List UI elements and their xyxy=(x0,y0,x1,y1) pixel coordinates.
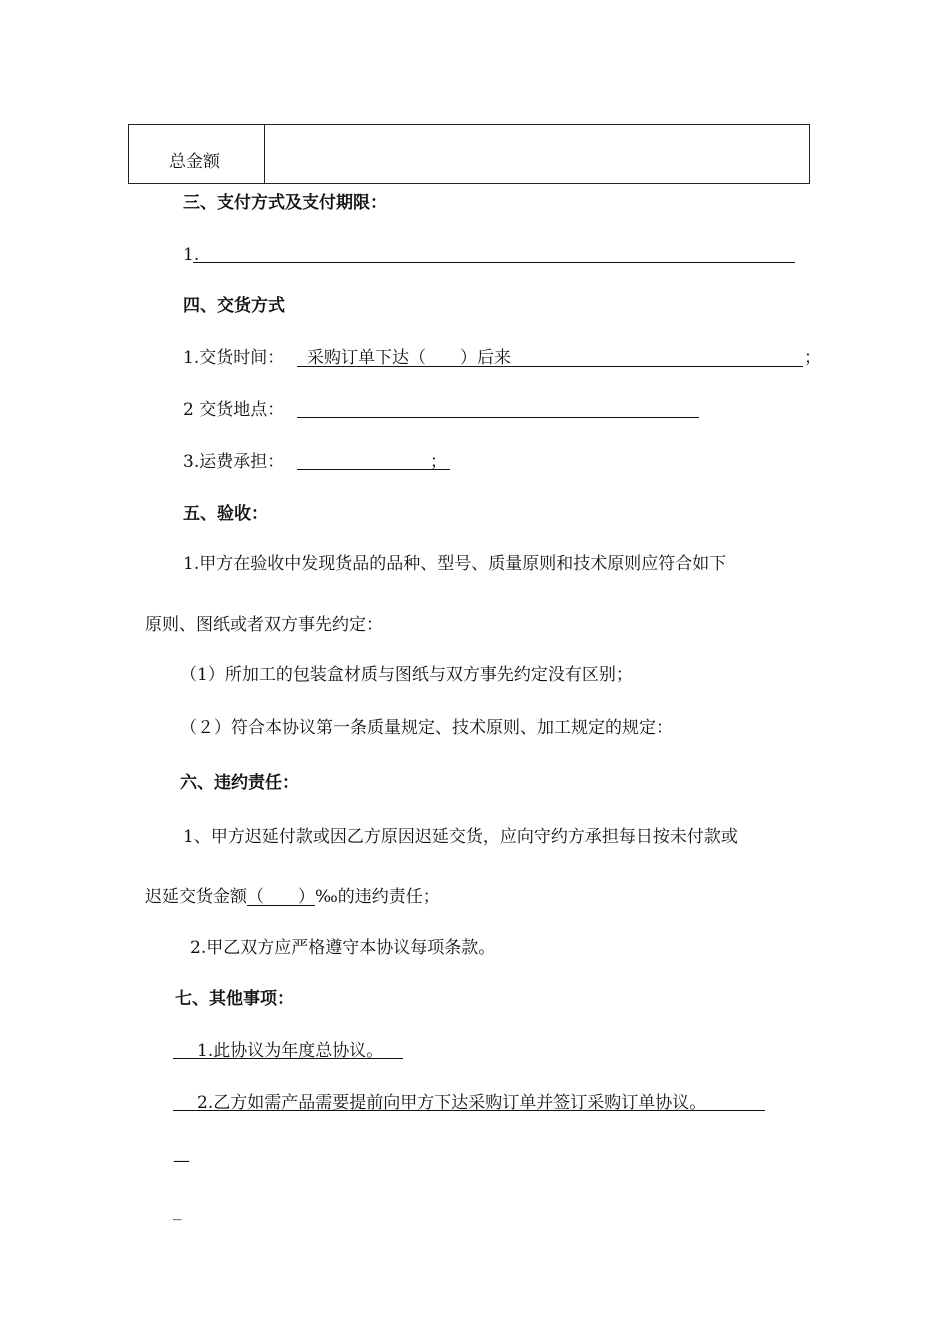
payment-item-1-number: 1. xyxy=(183,245,200,265)
liability-p1-line1: 1、甲方迟延付款或因乙方原因迟延交货，应向守约方承担每日按未付款或 xyxy=(183,827,738,847)
table-divider xyxy=(264,125,265,183)
liability-p2: 2.甲乙双方应严格遵守本协议每项条款。 xyxy=(190,938,496,958)
delivery-place-label: 2 交货地点： xyxy=(183,400,285,420)
total-amount-table xyxy=(128,124,810,184)
delivery-time-label: 1.交货时间： xyxy=(183,348,285,368)
total-amount-label: 总金额 xyxy=(169,152,220,172)
section-3-title: 三、支付方式及支付期限： xyxy=(183,193,387,213)
freight-blank-line xyxy=(297,469,450,470)
section-5-title: 五、验收： xyxy=(183,504,268,524)
delivery-time-underline xyxy=(297,366,803,367)
delivery-time-end: ； xyxy=(804,348,821,368)
freight-end: ； xyxy=(430,452,447,472)
delivery-place-blank-line xyxy=(297,417,699,418)
delivery-time-value: 采购订单下达（ ）后来 xyxy=(307,348,511,368)
acceptance-p1-line1: 1.甲方在验收中发现货品的品种、型号、质量原则和技术原则应符合如下 xyxy=(183,554,727,574)
liability-p1-text-b: ‰的违约责任； xyxy=(315,887,440,907)
trailing-dash-1: — xyxy=(173,1151,190,1171)
acceptance-p3: （２）符合本协议第一条质量规定、技术原则、加工规定的规定： xyxy=(180,718,673,738)
section-7-title: 七、其他事项： xyxy=(175,989,294,1009)
payment-item-1-blank-line xyxy=(193,262,795,263)
section-6-title: 六、违约责任： xyxy=(180,773,299,793)
freight-label: 3.运费承担： xyxy=(183,452,285,472)
liability-p1-text-a: 迟延交货金额 xyxy=(145,887,247,907)
acceptance-p2: （1）所加工的包装盒材质与图纸与双方事先约定没有区别； xyxy=(180,665,633,685)
liability-p1-line2 xyxy=(145,886,440,908)
trailing-dash-2: _ xyxy=(173,1201,182,1221)
liability-rate-blank: （ ） xyxy=(247,887,315,907)
other-p1: 1.此协议为年度总协议。 xyxy=(197,1041,384,1061)
acceptance-p1-line2: 原则、图纸或者双方事先约定： xyxy=(145,615,383,635)
other-p2: 2.乙方如需产品需要提前向甲方下达采购订单并签订采购订单协议。 xyxy=(197,1093,707,1113)
section-4-title: 四、交货方式 xyxy=(183,296,285,316)
